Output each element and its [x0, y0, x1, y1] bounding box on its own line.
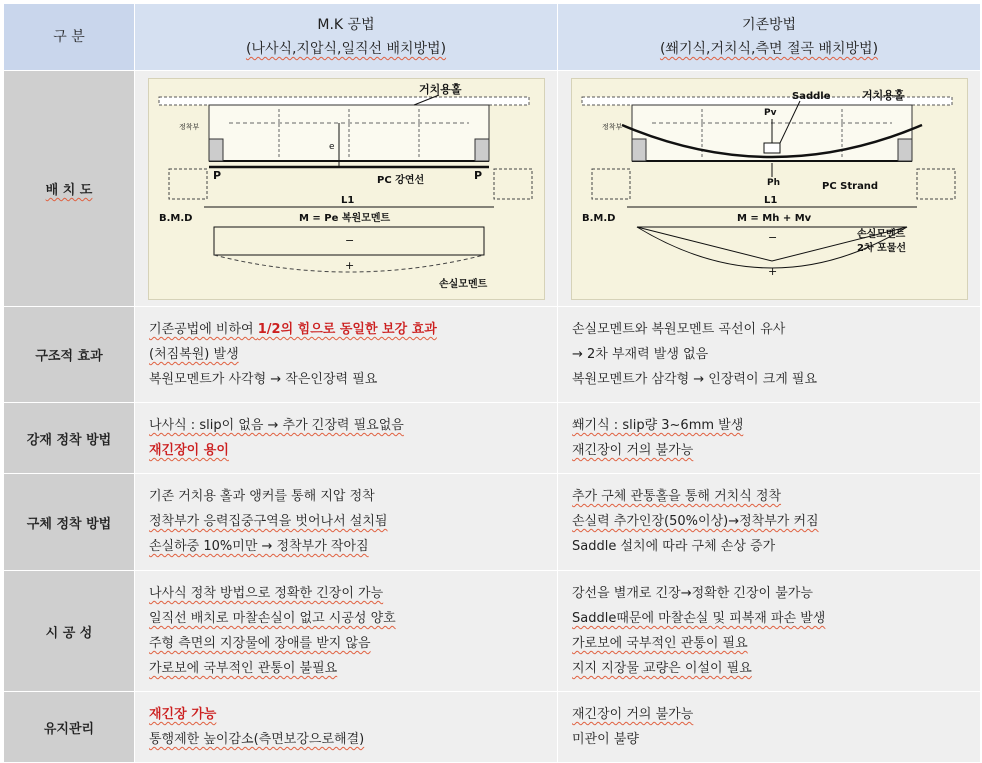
mk-girder	[209, 105, 489, 161]
ex-anchor-label: 정착부	[601, 122, 622, 131]
construct-mk-line2: 일직선 배치로 마찰손실이 없고 시공성 양호	[149, 611, 396, 626]
mk-layout-diagram	[148, 78, 545, 300]
header-existing-title: 기존방법	[741, 17, 797, 33]
maintenance-existing	[558, 692, 981, 763]
construct-ex-line2: Saddle때문에 마찰손실 및 피복재 파손 발생	[572, 611, 826, 626]
mk-p-left-label: P	[212, 168, 221, 182]
anchoring-mk	[135, 403, 558, 474]
header-mk-title: M.K 공법	[317, 17, 375, 33]
header-existing-subtitle: (쐐기식,거치식,측면 절곡 배치방법)	[659, 41, 879, 57]
mk-moment-label: M = Pe 복원모멘트	[298, 212, 390, 224]
row-maintenance	[4, 692, 981, 763]
existing-diagram-cell	[558, 71, 981, 307]
construct-ex-line4: 지지 지장물 교량은 이설이 필요	[572, 661, 752, 676]
structural-ex-line3: 복원모멘트가 삼각형 → 인장력이 크게 필요	[572, 372, 818, 387]
row-body	[4, 474, 981, 571]
header-mk-subtitle: (나사식,지압식,일직선 배치방법)	[245, 41, 447, 57]
ex-hole-label: 거치용홀	[861, 88, 905, 102]
category-maintenance-label: 유지관리	[43, 721, 95, 737]
row-anchoring	[4, 403, 981, 474]
mk-plus: +	[344, 258, 354, 272]
category-body-label: 구체 정착 방법	[26, 516, 112, 532]
anchoring-mk-line2: 재긴장이 용이	[149, 443, 229, 458]
structural-mk-line1b: 1/2의 힘으로 동일한 보강 효과	[257, 322, 437, 337]
structural-mk-line3: 복원모멘트가 사각형 → 작은인장력 필요	[149, 372, 378, 387]
body-mk-line1: 기존 거치용 홀과 앵커를 통해 지압 정착	[149, 489, 375, 504]
mk-bmd-label: B.M.D	[158, 212, 192, 224]
category-construct-label: 시 공 성	[45, 625, 93, 641]
row-structural	[4, 307, 981, 403]
structural-existing	[558, 307, 981, 403]
ex-saddle	[764, 143, 780, 153]
construct-ex-line3: 가로보에 국부적인 관통이 필요	[572, 636, 748, 651]
header-existing	[558, 4, 981, 71]
mk-diagram-cell	[135, 71, 558, 307]
body-ex-line2: 손실력 추가인장(50%이상)→정착부가 커짐	[572, 514, 819, 529]
row-construct	[4, 571, 981, 692]
existing-layout-diagram	[571, 78, 968, 300]
construct-mk	[135, 571, 558, 692]
anchoring-existing	[558, 403, 981, 474]
mk-minus: −	[344, 233, 354, 247]
anchoring-ex-line2: 재긴장이 거의 불가능	[572, 443, 694, 458]
category-body	[4, 474, 135, 571]
ex-strand-label: PC Strand	[821, 180, 878, 192]
ex-saddle-label: Saddle	[791, 90, 830, 102]
ex-minus: −	[767, 230, 777, 244]
ex-pv-label: Pv	[763, 107, 776, 118]
ex-moment-label: M = Mh + Mv	[736, 212, 811, 224]
mk-span-label: L1	[340, 194, 354, 206]
mk-hole-label: 거치용홀	[418, 82, 462, 96]
body-mk-line3: 손실하중 10%미만 → 정착부가 작아짐	[149, 539, 369, 554]
structural-mk-line1	[149, 317, 543, 342]
mk-deck	[159, 97, 529, 105]
category-maintenance	[4, 692, 135, 763]
structural-ex-line2: → 2차 부재력 발생 없음	[572, 347, 709, 362]
maintenance-ex-line2: 미관이 불량	[572, 732, 639, 747]
structural-mk-line2: (처짐복원) 발생	[149, 347, 239, 362]
anchoring-mk-line1: 나사식 : slip이 없음 → 추가 긴장력 필요없음	[149, 418, 404, 433]
header-row	[4, 4, 981, 71]
ex-loss-label: 손실모멘트	[856, 228, 905, 240]
header-category	[4, 4, 135, 71]
structural-ex-line1: 손실모멘트와 복원모멘트 곡선이 유사	[572, 322, 786, 337]
anchoring-ex-line1: 쐐기식 : slip량 3~6mm 발생	[572, 418, 744, 433]
ex-bmd-label: B.M.D	[581, 212, 615, 224]
body-ex-line3: Saddle 설치에 따라 구체 손상 증가	[572, 539, 776, 554]
category-structural-label: 구조적 효과	[35, 349, 103, 364]
row-layout	[4, 71, 981, 307]
body-ex-line1: 추가 구체 관통홀을 통해 거치식 정착	[572, 489, 782, 504]
construct-existing	[558, 571, 981, 692]
header-mk	[135, 4, 558, 71]
category-anchoring-label: 강재 정착 방법	[26, 432, 112, 448]
maintenance-mk-line2: 통행제한 높이감소(측면보강으로해결)	[149, 732, 365, 747]
structural-mk	[135, 307, 558, 403]
header-category-label: 구 분	[53, 29, 85, 45]
body-mk	[135, 474, 558, 571]
mk-p-right-label: P	[473, 168, 482, 182]
mk-anchor-label: 정착부	[178, 122, 199, 131]
structural-mk-line1a: 기존공법에 비하여	[149, 322, 258, 337]
category-layout-label: 배 치 도	[45, 183, 93, 198]
category-construct	[4, 571, 135, 692]
category-structural	[4, 307, 135, 403]
comparison-table	[3, 3, 981, 763]
mk-strand-label: PC 강연선	[376, 174, 424, 186]
category-layout	[4, 71, 135, 307]
ex-ph-label: Ph	[766, 177, 780, 188]
body-existing	[558, 474, 981, 571]
ex-plus: +	[767, 264, 777, 278]
body-mk-line2: 정착부가 응력집중구역을 벗어나서 설치됨	[149, 514, 388, 529]
mk-e-label: e	[328, 141, 335, 152]
category-anchoring	[4, 403, 135, 474]
maintenance-mk-line1: 재긴장 가능	[149, 707, 217, 722]
maintenance-ex-line1: 재긴장이 거의 불가능	[572, 707, 694, 722]
ex-span-label: L1	[763, 194, 777, 206]
construct-ex-line1: 강선을 별개로 긴장→정확한 긴장이 불가능	[572, 586, 813, 601]
construct-mk-line3: 주형 측면의 지장물에 장애를 받지 않음	[149, 636, 371, 651]
construct-mk-line1: 나사식 정착 방법으로 정확한 긴장이 가능	[149, 586, 384, 601]
construct-mk-line4: 가로보에 국부적인 관통이 불필요	[149, 661, 338, 676]
maintenance-mk	[135, 692, 558, 763]
ex-parabola-label: 2차 포물선	[856, 242, 906, 254]
mk-loss-label: 손실모멘트	[438, 278, 487, 290]
